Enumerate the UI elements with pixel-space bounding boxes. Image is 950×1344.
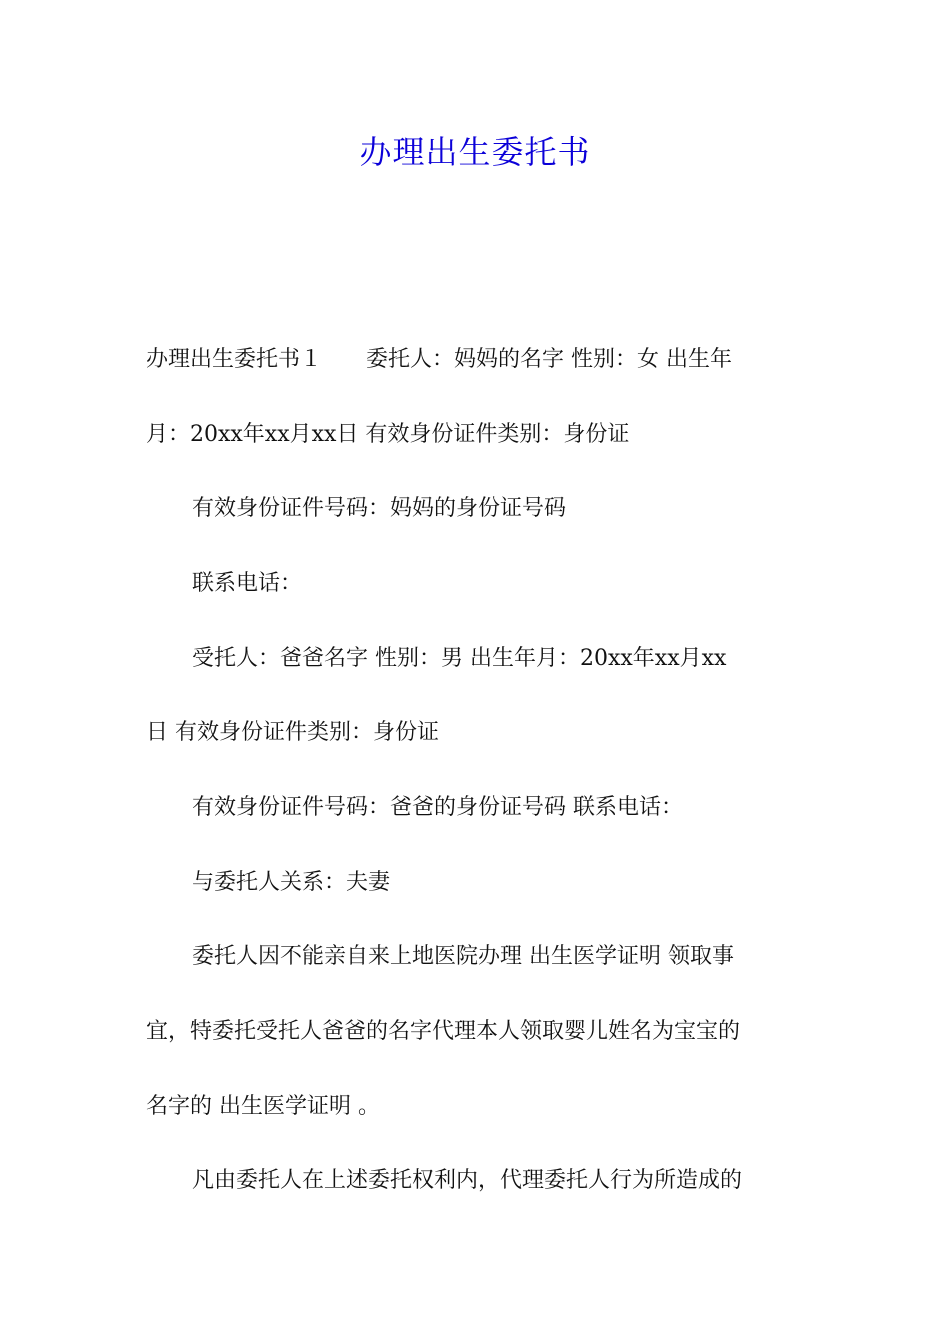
paragraph-line: 宜，特委托受托人爸爸的名字代理本人领取婴儿姓名为宝宝的 <box>146 1019 741 1044</box>
paragraph-line: 日 有效身份证件类别：身份证 <box>146 720 439 745</box>
paragraph-line: 月：20xx年xx月xx日 有效身份证件类别：身份证 <box>146 422 630 447</box>
paragraph-line: 联系电话： <box>192 571 303 596</box>
paragraph-line: 与委托人关系：夫妻 <box>192 870 391 895</box>
paragraph-line: 办理出生委托书１ 委托人：妈妈的名字 性别：女 出生年 <box>146 347 732 372</box>
paragraph-line: 凡由委托人在上述委托权利内，代理委托人行为所造成的 <box>192 1168 743 1193</box>
document-title: 办理出生委托书 <box>359 133 591 171</box>
paragraph-line: 委托人因不能亲自来上地医院办理 出生医学证明 领取事 <box>192 944 734 969</box>
paragraph-line: 有效身份证件号码：爸爸的身份证号码 联系电话： <box>192 795 683 820</box>
paragraph-line: 受托人：爸爸名字 性别：男 出生年月：20xx年xx月xx <box>192 646 727 671</box>
paragraph-line: 有效身份证件号码：妈妈的身份证号码 <box>192 496 567 521</box>
paragraph-line: 名字的 出生医学证明 。 <box>146 1094 380 1119</box>
